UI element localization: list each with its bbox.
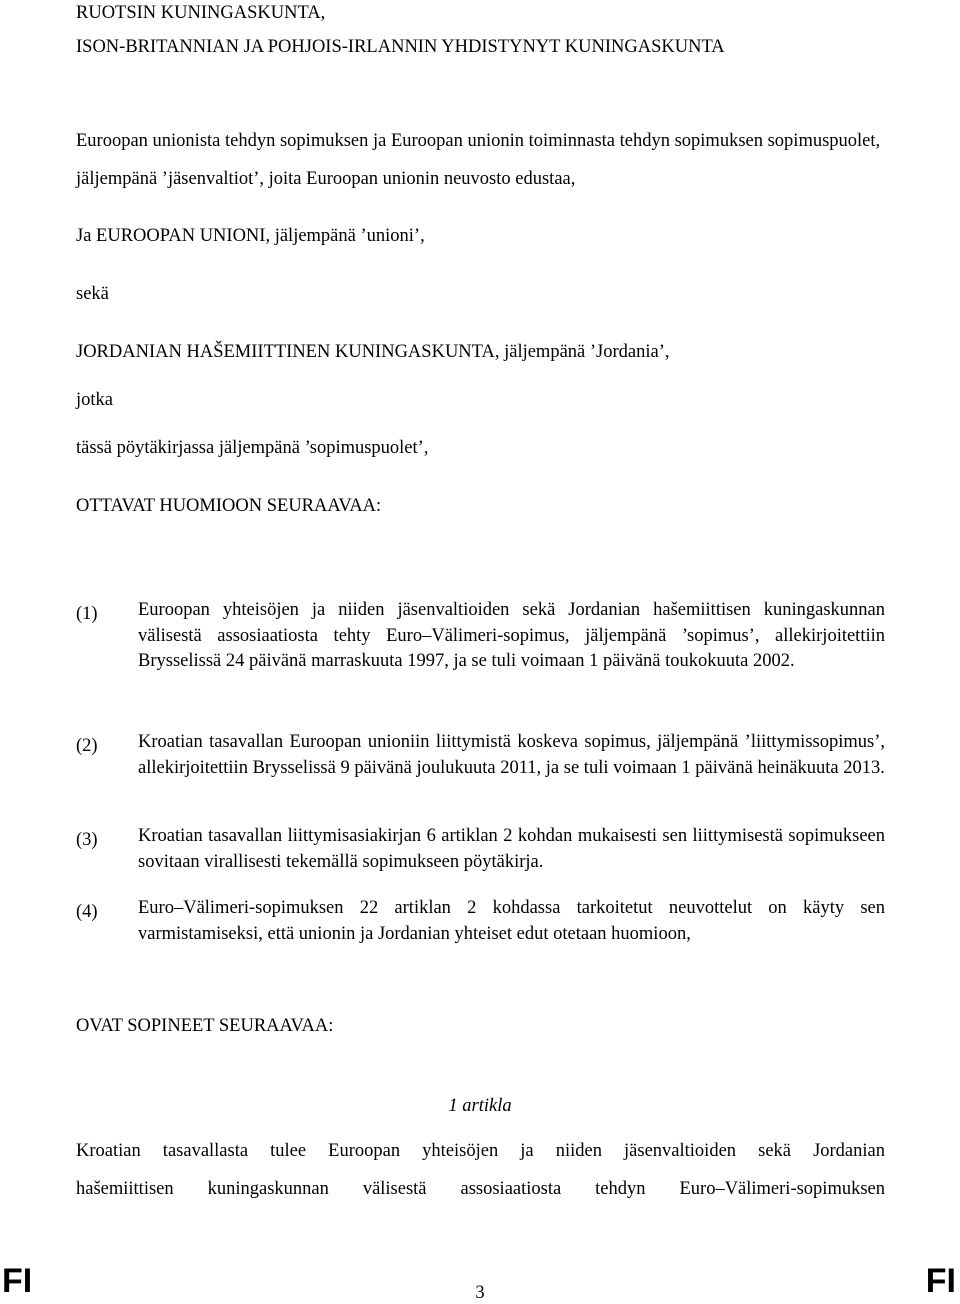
preamble-parties: tässä pöytäkirjassa jäljempänä ’sopimuspuolet’, — [76, 438, 429, 458]
article-line-1: Kroatian tasavallasta tulee Euroopan yhteisöjen ja niiden jäsenvaltioiden sekä Jordanian — [76, 1141, 885, 1161]
agreed-heading: OVAT SOPINEET SEURAAVAA: — [76, 1016, 334, 1036]
recital-number: (4) — [76, 902, 98, 922]
article-line-2: hašemiittisen kuningaskunnan välisestä assosiaatiosta tehdyn Euro–Välimeri-sopimuksen — [76, 1179, 885, 1199]
recital-text: Kroatian tasavallan liittymisasiakirjan 6 artiklan 2 kohdan mukaisesti sen liittymisestä sopimukseen sovitaan virallisesti tekemällä sopimukseen pöytäkirja. — [138, 826, 885, 872]
preamble-jordan: JORDANIAN HAŠEMIITTINEN KUNINGASKUNTA, jäljempänä ’Jordania’, — [76, 342, 670, 362]
recital-text: Kroatian tasavallan Euroopan unioniin liittymistä koskeva sopimus, jäljempänä ’liittymissopimus’, allekirjoitettiin Brysselissä 9 päivänä joulukuuta 2011, ja se tuli voimaan 1 päivänä heinäkuuta 2013. — [138, 732, 885, 778]
article-title: 1 artikla — [448, 1096, 512, 1116]
preamble-who: jotka — [76, 390, 113, 410]
recital-number: (2) — [76, 736, 98, 756]
party-sweden: RUOTSIN KUNINGASKUNTA, — [76, 3, 326, 23]
preamble-and: sekä — [76, 284, 109, 304]
preamble-considering-heading: OTTAVAT HUOMIOON SEURAAVAA: — [76, 496, 382, 516]
footer-language-left: FI — [2, 1262, 33, 1300]
footer-language-right: FI — [925, 1262, 956, 1300]
recital-number: (3) — [76, 830, 98, 850]
preamble-contracting-parties: Euroopan unionista tehdyn sopimuksen ja Euroopan unionin toiminnasta tehdyn sopimuksen sopimuspuolet, jäljempänä ’jäsenvaltiot’, joita Euroopan unionin neuvosto edustaa, — [76, 131, 881, 189]
page-number: 3 — [475, 1283, 485, 1303]
recital-text: Euroopan yhteisöjen ja niiden jäsenvaltioiden sekä Jordanian hašemiittisen kuningaskunnan välisestä assosiaatiosta tehty Euro–Välimeri-sopimus, jäljempänä ’sopimus’, allekirjoitettiin Brysselissä 24 päivänä marraskuuta 1997, ja se tuli voimaan 1 päivänä toukokuuta 2002. — [138, 600, 885, 671]
preamble-eu: Ja EUROOPAN UNIONI, jäljempänä ’unioni’, — [76, 226, 425, 246]
recital-text: Euro–Välimeri-sopimuksen 22 artiklan 2 kohdassa tarkoitetut neuvottelut on käyty sen varmistamiseksi, että unionin ja Jordanian yhteiset edut otetaan huomioon, — [138, 898, 885, 944]
recital-number: (1) — [76, 604, 98, 624]
party-uk: ISON-BRITANNIAN JA POHJOIS-IRLANNIN YHDISTYNYT KUNINGASKUNTA — [76, 37, 725, 57]
